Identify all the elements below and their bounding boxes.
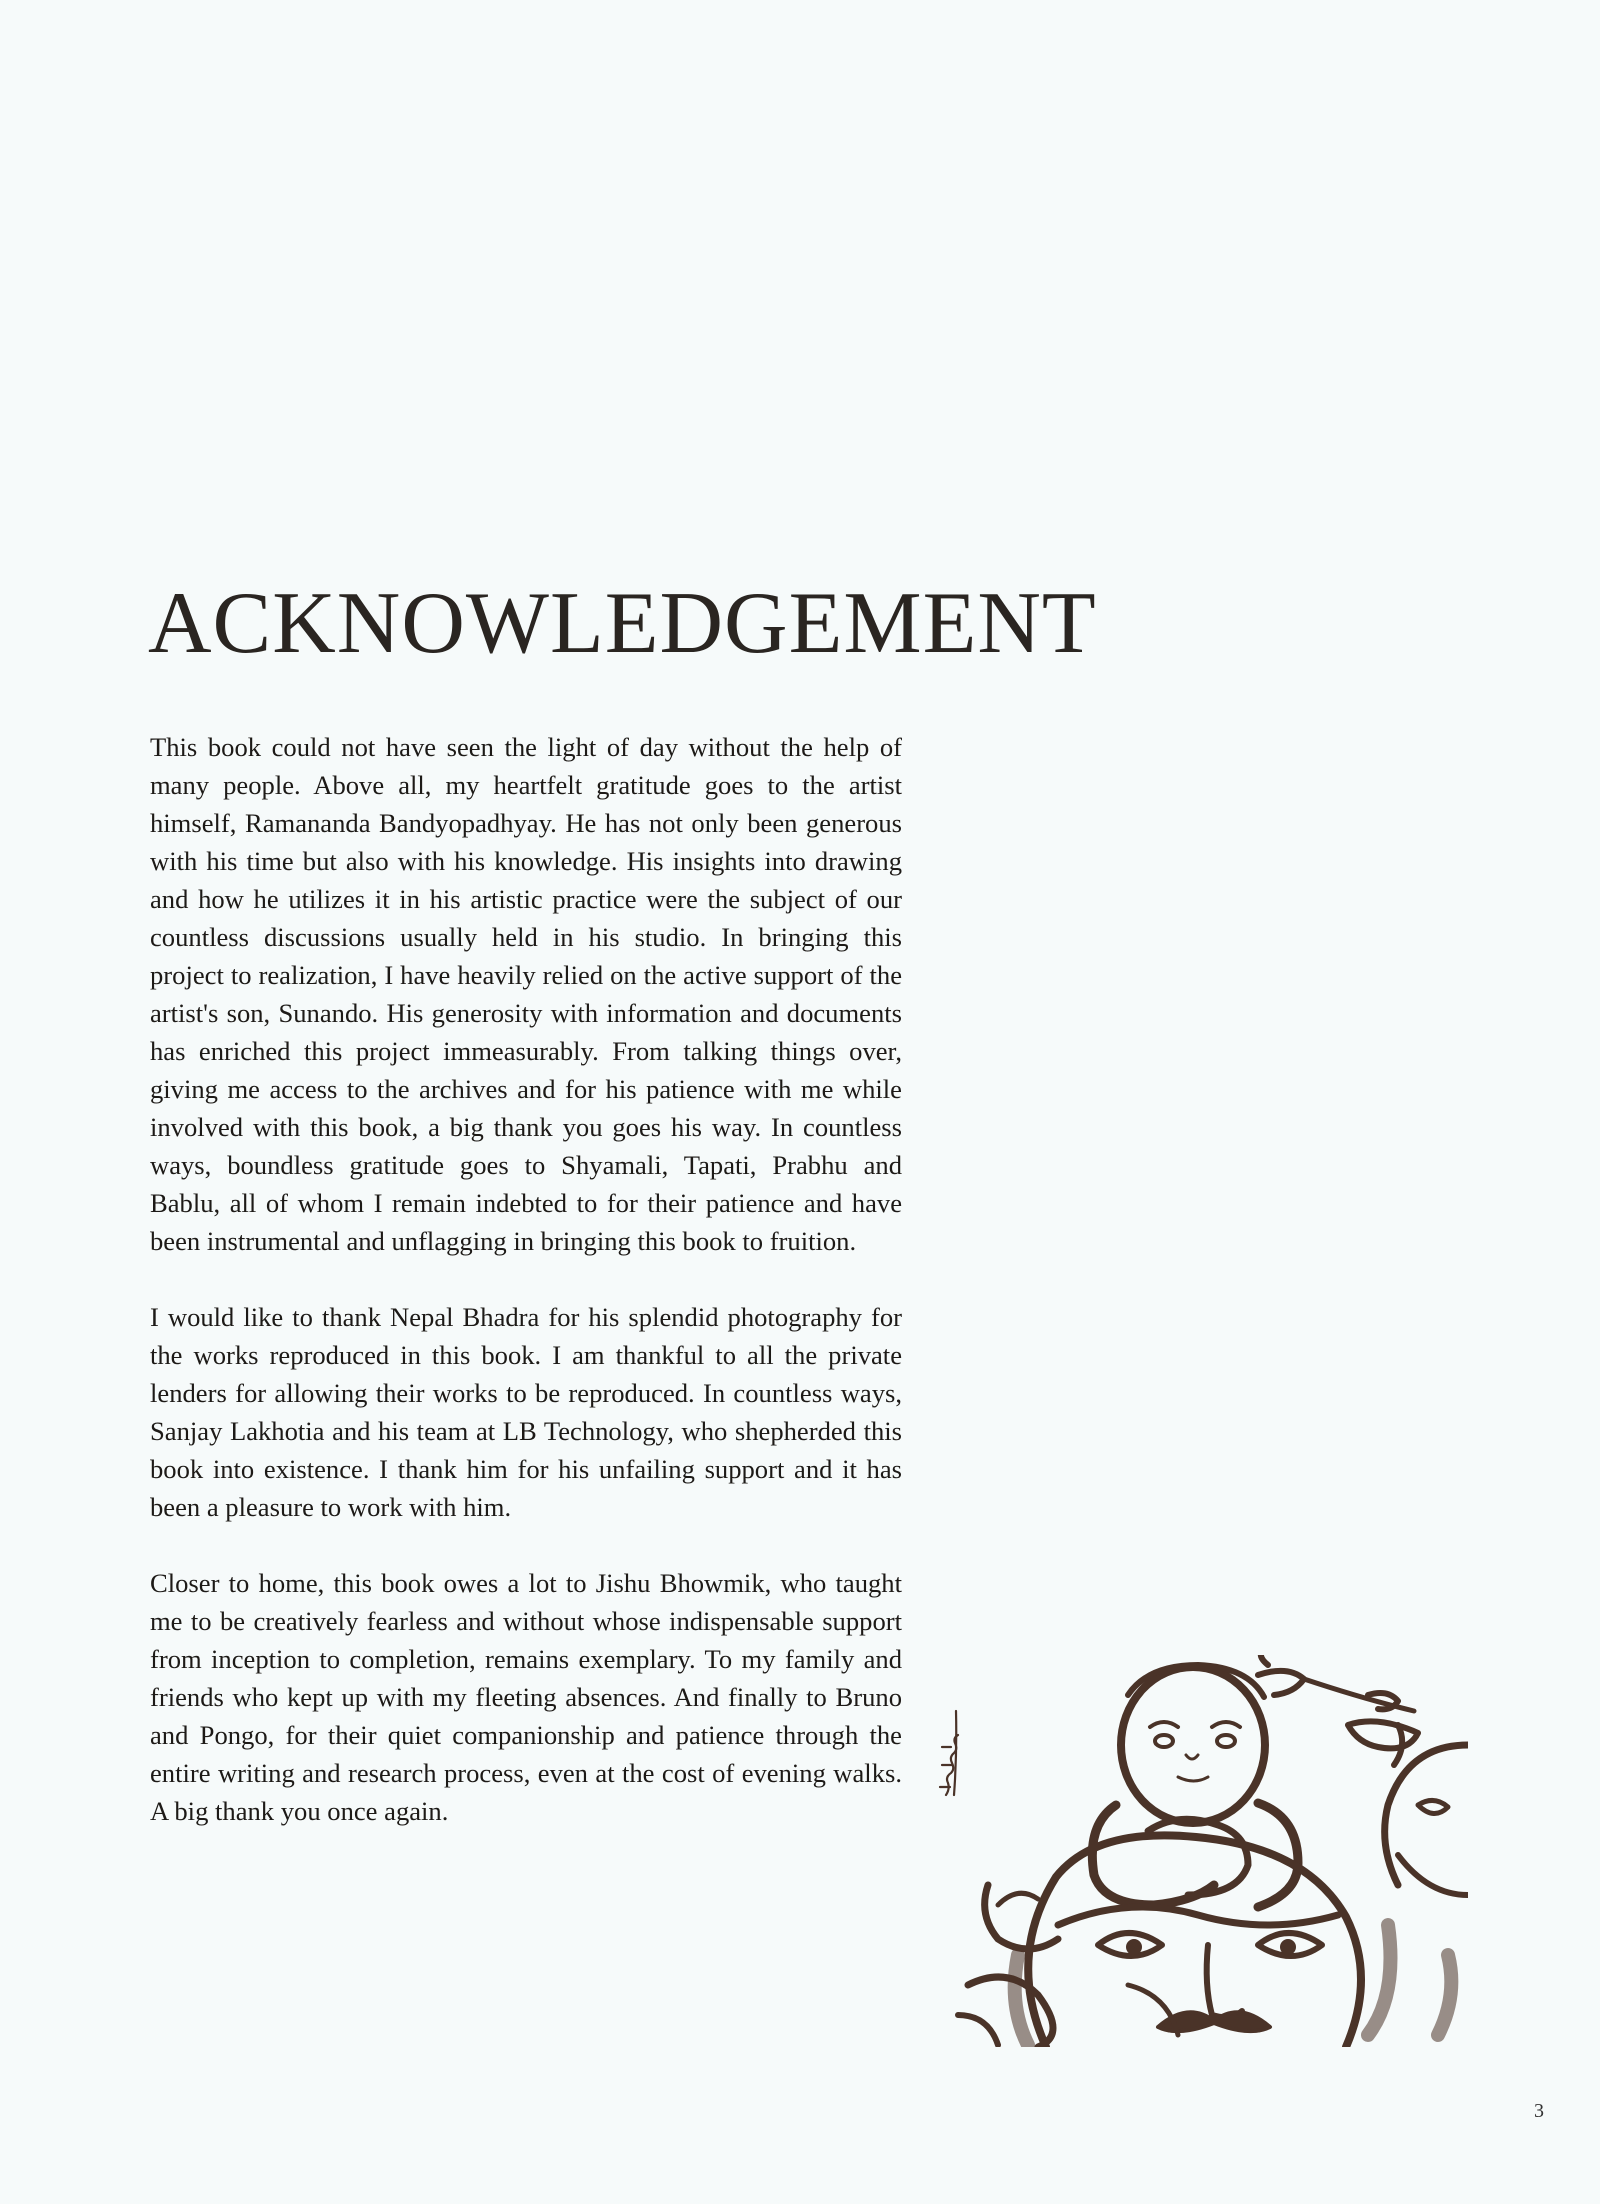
- artist-signature: [940, 1711, 958, 1795]
- page-title: ACKNOWLEDGEMENT: [148, 575, 1097, 672]
- paragraph-3: Closer to home, this book owes a lot to Jishu Bhowmik, who taught me to be creatively fearless and without whose indispensable support from inception to completion, remains exemplary. To my family and friends who kept up with my fleeting absences. And finally to Bruno and Pongo, for their quiet companionship and patience through the entire writing and research process, even at the cost of evening walks. A big thank you once again.: [150, 1568, 902, 1826]
- sketch-illustration: [928, 1655, 1468, 2047]
- page-number: 3: [1534, 2100, 1544, 2122]
- paragraph-2: I would like to thank Nepal Bhadra for his splendid photography for the works reproduced in this book. I am thankful to all the private lenders for allowing their works to be reproduced. In countless ways, Sanjay Lakhotia and his team at LB Technology, who shepherded this book into existence. I thank him for his unfailing support and it has been a pleasure to work with him.: [150, 1302, 902, 1522]
- side-face: [1385, 1745, 1468, 1895]
- bird-motif: [1258, 1655, 1418, 1765]
- paragraph-1: This book could not have seen the light of day without the help of many people. Above all, my heartfelt gratitude goes to the artist himself, Ramananda Bandyopadhyay. He has not only been generous with his time but also with his knowledge. His insights into drawing and how he utilizes it in his artistic practice were the subject of our countless discussions usually held in his studio. In bringing this project to realization, I have heavily relied on the active support of the artist's son, Sunando. His generosity with information and documents has enriched this project immeasurably. From talking things over, giving me access to the archives and for his patience with me while involved with this book, a big thank you goes his way. In countless ways, boundless gratitude goes to Shyamali, Tapati, Prabhu and Bablu, all of whom I remain indebted to for their patience and have been instrumental and unflagging in bringing this book to fruition.: [150, 732, 902, 1256]
- man-figure: [1028, 1835, 1361, 2047]
- acknowledgement-body: [150, 728, 902, 1868]
- child-figure: [1092, 1665, 1298, 1907]
